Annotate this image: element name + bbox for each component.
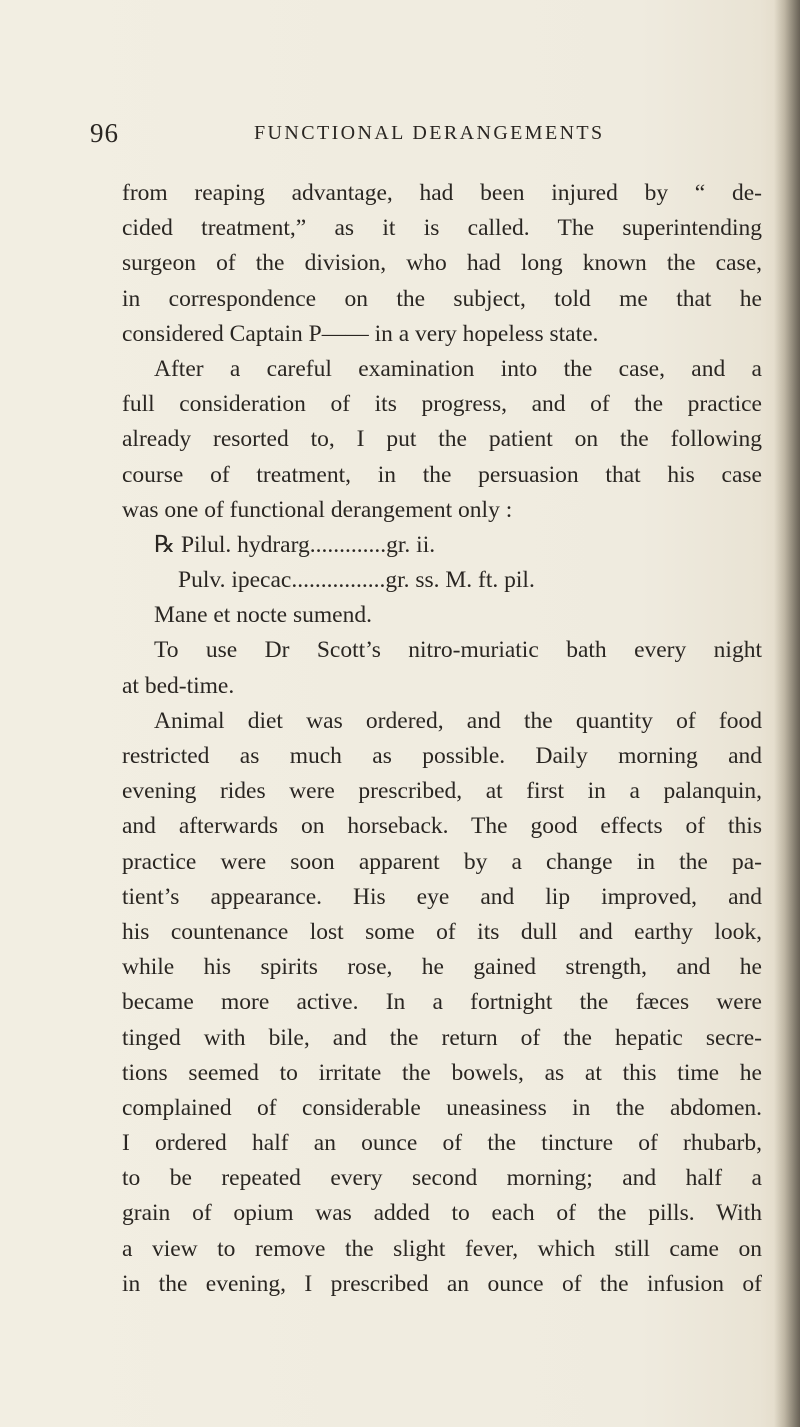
text-line: in the evening, I prescribed an ounce of the infusion of — [122, 1270, 762, 1297]
text-line: tient’s appearance. His eye and lip improved, and — [122, 883, 762, 910]
text-line: at bed-time. — [122, 672, 235, 699]
page-binding-edge — [774, 0, 800, 1427]
text-line: to be repeated every second morning; and half a — [122, 1165, 762, 1192]
prescription-line: ℞ Pilul. hydrarg.............gr. ii. — [154, 531, 436, 558]
text-line: while his spirits rose, he gained strength, and he — [122, 954, 762, 981]
page-number: 96 — [90, 118, 119, 148]
text-line: considered Captain P—— in a very hopeless state. — [122, 320, 599, 347]
text-line: full consideration of its progress, and of the practice — [122, 391, 762, 418]
text-line: a view to remove the slight fever, which still came on — [122, 1235, 762, 1262]
paragraph-first-line: Animal diet was ordered, and the quantity of food — [154, 707, 762, 734]
paragraph-first-line: To use Dr Scott’s nitro-muriatic bath every night — [154, 637, 762, 664]
text-line: his countenance lost some of its dull and earthy look, — [122, 918, 762, 945]
text-line: already resorted to, I put the patient on the following — [122, 426, 762, 453]
text-line: and afterwards on horseback. The good effects of this — [122, 813, 762, 840]
text-line: I ordered half an ounce of the tincture of rhubarb, — [122, 1130, 762, 1157]
text-line: restricted as much as possible. Daily morning and — [122, 743, 762, 769]
prescription-line: Mane et nocte sumend. — [154, 602, 372, 629]
text-line: tions seemed to irritate the bowels, as at this time he — [122, 1059, 762, 1086]
paragraph-first-line: After a careful examination into the case, and a — [154, 355, 762, 382]
running-head — [90, 118, 730, 158]
text-line: course of treatment, in the persuasion that his case — [122, 461, 762, 488]
text-line: evening rides were prescribed, at first in a palanquin, — [122, 778, 762, 805]
text-line: complained of considerable uneasiness in the abdomen. — [122, 1094, 762, 1121]
text-line: cided treatment,” as it is called. The superintending — [122, 215, 762, 242]
text-line: from reaping advantage, had been injured by “ de- — [122, 180, 762, 206]
body-text — [122, 176, 762, 1302]
text-line: grain of opium was added to each of the pills. With — [122, 1200, 762, 1227]
text-line: in correspondence on the subject, told me that he — [122, 285, 762, 312]
text-line: became more active. In a fortnight the fæces were — [122, 989, 762, 1016]
text-line: tinged with bile, and the return of the hepatic secre- — [122, 1024, 762, 1051]
text-line: practice were soon apparent by a change in the pa- — [122, 848, 762, 875]
running-title: FUNCTIONAL DERANGEMENTS — [254, 122, 605, 144]
text-line: surgeon of the division, who had long known the case, — [122, 250, 762, 277]
text-line: was one of functional derangement only : — [122, 496, 513, 523]
prescription-line: Pulv. ipecac................gr. ss. M. ft. pil. — [178, 567, 535, 594]
